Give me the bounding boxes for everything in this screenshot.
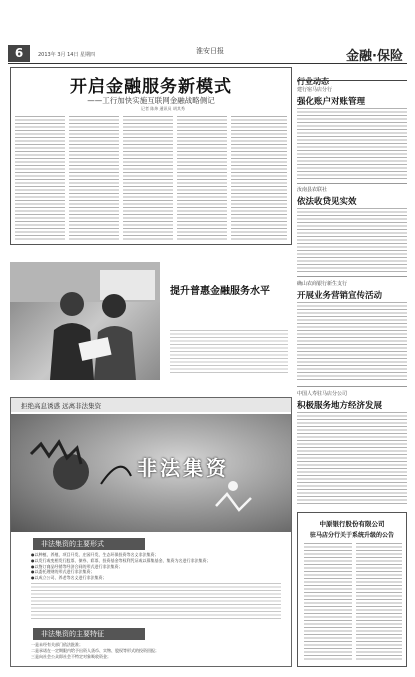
lead-body-column	[123, 116, 173, 242]
forms-item: ●以成立公司、养老等名义进行非法集资；	[31, 575, 107, 581]
ad-slogan-bar	[11, 398, 291, 412]
news-photo	[10, 262, 160, 380]
ad-banner	[11, 414, 291, 532]
lead-headline: 开启金融服务新模式	[70, 77, 232, 97]
divider	[297, 183, 407, 184]
forms-box-more-text	[31, 583, 281, 621]
divider	[297, 276, 407, 277]
news-headline: 强化账户对账管理	[297, 97, 366, 107]
notice-organization: 中原银行股份有限公司	[319, 520, 385, 528]
news-kicker: 汝南县农联社	[297, 187, 328, 193]
divider	[297, 386, 407, 387]
lead-byline: 记者 陈炜 通讯员 胡其秀	[141, 106, 185, 111]
news-body	[297, 412, 407, 506]
features-item: 一是未经有关部门依法批准；	[31, 642, 83, 647]
lead-body-column	[69, 116, 119, 242]
industry-news-tag	[297, 69, 407, 86]
lead-article	[10, 67, 292, 245]
forms-box-heading: 非法集资的主要形式	[33, 538, 145, 550]
forms-item: ●以发行或变相发行股票、债券、彩票、投资基金等权利凭证或以募集基金、集资为名进行非法集资；	[31, 557, 211, 563]
features-box-heading: 非法集资的主要特征	[33, 628, 145, 640]
features-item: 二是承诺在一定期限内给予出资人货币、实物、股权等形式的投资回报；	[31, 647, 159, 653]
notice-title: 驻马店分行关于系统升级的公告	[309, 532, 394, 539]
photo-figures-illustration	[10, 262, 160, 380]
photo-story-headline: 提升普惠金融服务水平	[170, 286, 270, 297]
news-kicker: 中国人寿驻马店分公司	[297, 391, 348, 397]
features-item: 三是向社会公众即社会不特定对象吸收资金；	[31, 653, 111, 659]
lead-body-column	[231, 116, 287, 242]
news-kicker: 确山农商银行新生支行	[297, 281, 348, 287]
lead-body-column	[177, 116, 227, 242]
ad-slogan: 拒绝高息诱惑 远离非法集资	[21, 402, 102, 410]
page-number: 6	[8, 45, 30, 62]
ad-banner-title: 非法集资	[137, 456, 229, 480]
illegal-fundraising-ad	[10, 397, 292, 667]
news-headline: 积极服务地方经济发展	[297, 401, 383, 411]
industry-news-label: 行业动态	[297, 77, 329, 86]
page-header	[8, 44, 407, 64]
news-headline: 依法收贷见实效	[297, 197, 357, 207]
masthead: 淮安日报	[196, 47, 224, 55]
news-body	[297, 302, 407, 382]
forms-item: ●以签订商品经销等经济合同的形式进行非法集资；	[31, 563, 123, 569]
notice-body-column	[304, 543, 352, 661]
section-title: 金融·保险	[346, 49, 403, 64]
issue-date: 2013年 3月 14日 星期四	[38, 52, 96, 58]
forms-box-list	[31, 552, 281, 581]
bank-notice	[297, 512, 407, 667]
lead-body-column	[15, 116, 65, 242]
forms-item: ●以种植、养殖、项目开发、庄园开发、生态环保投资等名义非法集资；	[31, 552, 159, 557]
lead-subheadline: ——工行加快实施互联网金融战略侧记	[87, 96, 215, 105]
photo-story	[10, 262, 292, 382]
news-body	[297, 208, 407, 272]
forms-item: ●以委托理财的形式进行非法集资；	[31, 569, 95, 575]
news-kicker: 建行宿马店分行	[297, 87, 333, 93]
notice-body-column	[356, 543, 402, 661]
photo-caption-text	[170, 330, 288, 374]
news-body	[297, 108, 407, 180]
features-box-list	[31, 642, 281, 659]
news-headline: 开展业务营销宣传活动	[297, 291, 383, 301]
